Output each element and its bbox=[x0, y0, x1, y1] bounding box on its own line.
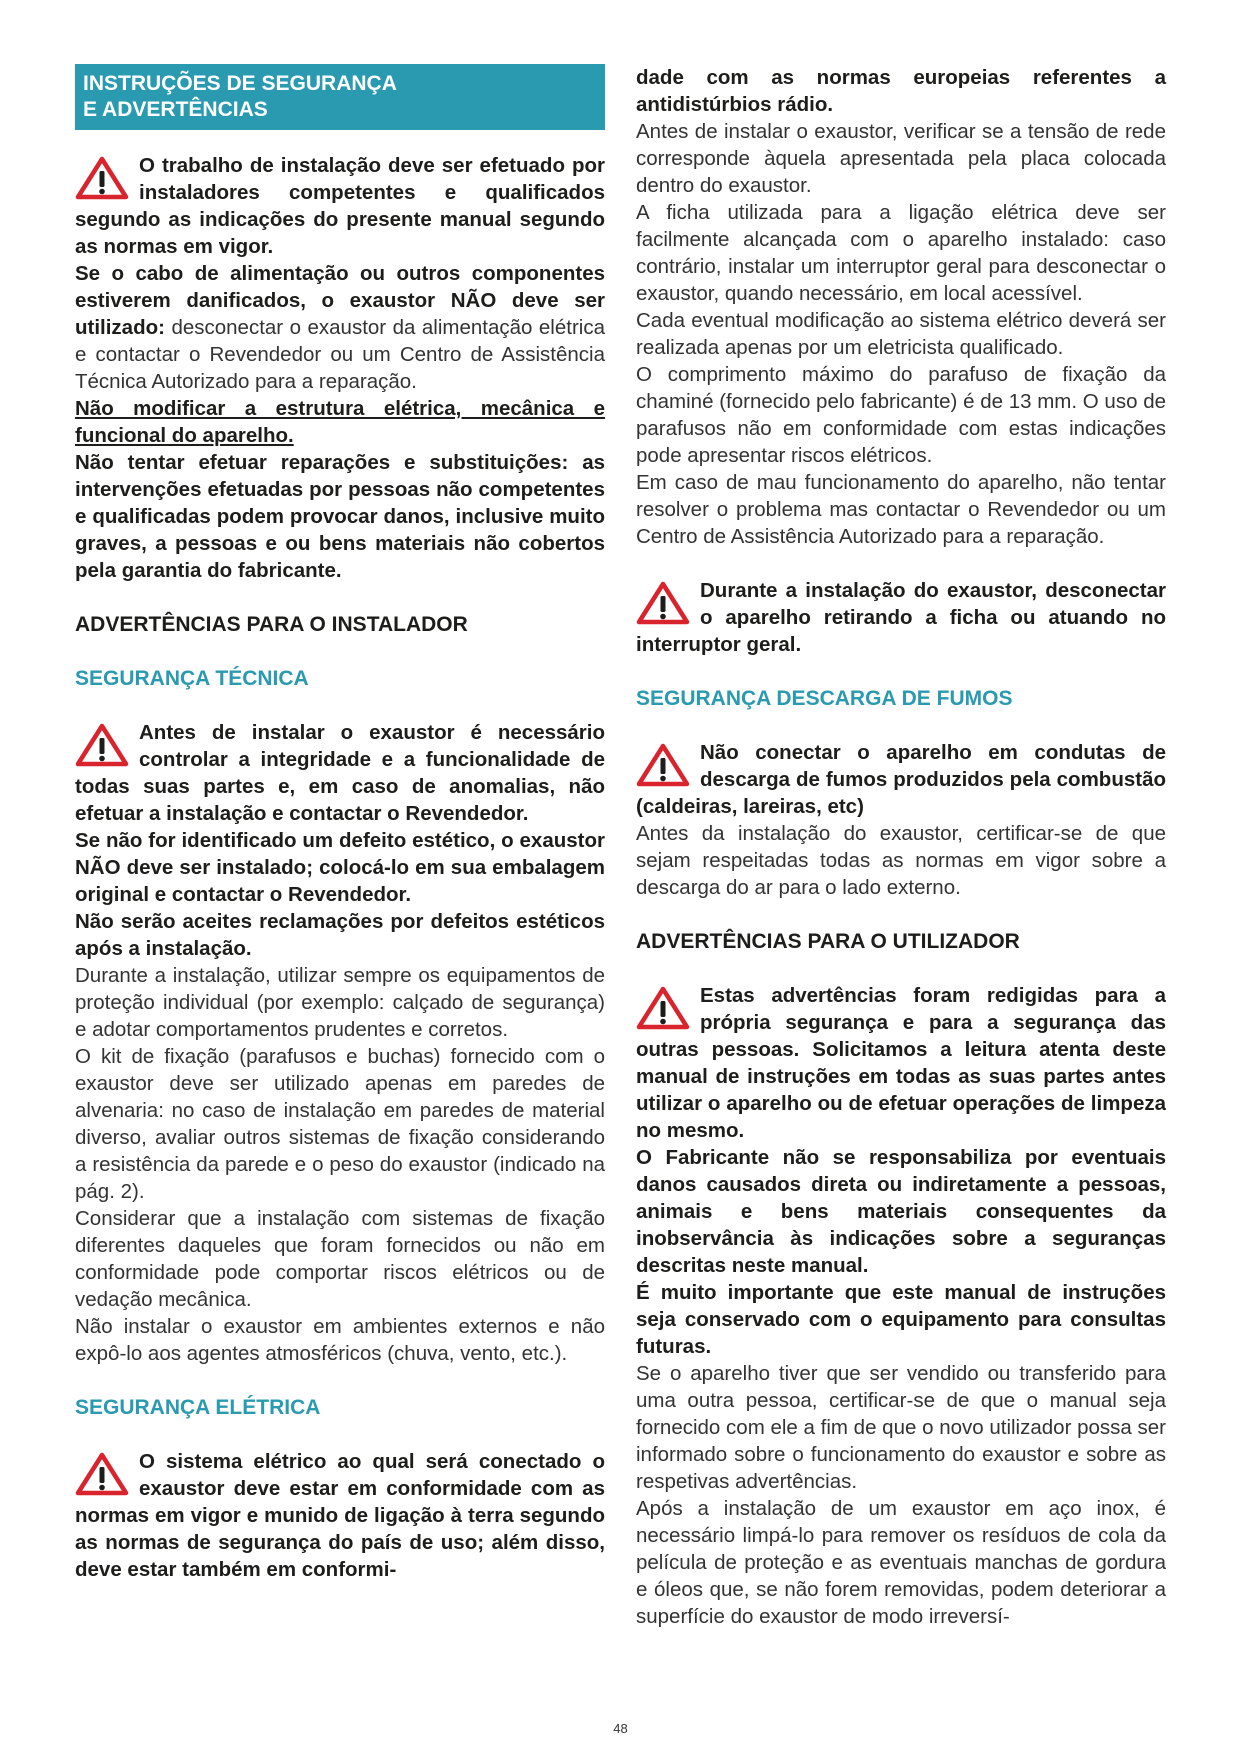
paragraph-no-outdoor: Não instalar o exaustor em ambientes externos e não expô-lo aos agentes atmosféricos (chuva, vento, etc.). bbox=[75, 1315, 605, 1365]
page-number: 48 bbox=[613, 1721, 628, 1736]
heading-user-warnings: ADVERTÊNCIAS PARA O UTILIZADOR bbox=[636, 930, 1020, 953]
warning-block-installers bbox=[75, 152, 605, 260]
paragraph-keep-manual: É muito importante que este manual de instruções seja conservado com o equipamento para consultas futuras. bbox=[636, 1281, 1166, 1358]
paragraph-plug-access: A ficha utilizada para a ligação elétrica deve ser facilmente alcançada com o aparelho instalado: caso contrário, instalar um interruptor geral para desconectar o exaustor, quando necessário, em local acessível. bbox=[636, 201, 1166, 305]
paragraph-voltage-check: Antes de instalar o exaustor, verificar se a tensão de rede corresponde àquela apresentada pela placa colocada dentro do exaustor. bbox=[636, 120, 1166, 197]
paragraph-aesthetic-defect: Se não for identificado um defeito estético, o exaustor NÃO deve ser instalado; colocá-lo em sua embalagem original e contactar o Revendedor. bbox=[75, 829, 605, 906]
paragraph-protective-equipment: Durante a instalação, utilizar sempre os equipamentos de proteção individual (por exemplo: calçado de segurança) e adotar comportamentos prudentes e corretos. bbox=[75, 964, 605, 1041]
paragraph-no-claims: Não serão aceites reclamações por defeitos estéticos após a instalação. bbox=[75, 910, 605, 960]
section-banner bbox=[75, 64, 605, 130]
warning-text: O sistema elétrico ao qual será conectado o exaustor deve estar em conformidade com as normas em vigor e munido de ligação à terra segundo as normas de segurança do país de uso; além disso, deve estar também em conformi- bbox=[75, 1450, 605, 1581]
banner-line-2: E ADVERTÊNCIAS bbox=[83, 98, 268, 121]
paragraph-manufacturer-liability: O Fabricante não se responsabiliza por eventuais danos causados direta ou indiretamente a pessoas, animais e bens materiais consequentes da inobservância às indicações sobre a seguranças descritas neste manual. bbox=[636, 1146, 1166, 1277]
warning-block-electrical bbox=[75, 1448, 605, 1583]
heading-electrical-safety: SEGURANÇA ELÉTRICA bbox=[75, 1396, 321, 1419]
paragraph-no-modify: Não modificar a estrutura elétrica, mecânica e funcional do aparelho. bbox=[75, 397, 605, 447]
right-column bbox=[636, 64, 1166, 1630]
warning-block-integrity bbox=[75, 719, 605, 827]
heading-installer-warnings: ADVERTÊNCIAS PARA O INSTALADOR bbox=[75, 613, 468, 636]
paragraph-bold-lead: Se o cabo de alimentação ou outros componentes estiverem danificados, o exaustor NÃO deve ser utilizado: bbox=[75, 262, 605, 339]
warning-text: Não conectar o aparelho em condutas de descarga de fumos produzidos pela combustão (caldeiras, lareiras, etc) bbox=[636, 741, 1166, 818]
warning-block-fumes bbox=[636, 739, 1166, 820]
paragraph-stainless-cleaning: Após a instalação de um exaustor em aço inox, é necessário limpá-lo para remover os resíduos de cola da película de proteção e as eventuais manchas de gordura e óleos que, se não forem removidas, podem deteriorar a superfície do exaustor de modo irreversí- bbox=[636, 1497, 1166, 1628]
heading-technical-safety: SEGURANÇA TÉCNICA bbox=[75, 667, 309, 690]
paragraph-no-repairs: Não tentar efetuar reparações e substituições: as intervenções efetuadas por pessoas não competentes e qualificadas podem provocar danos, inclusive muito graves, a pessoas e ou bens materiais não cobertos pela garantia do fabricante. bbox=[75, 451, 605, 582]
warning-triangle-icon bbox=[636, 986, 690, 1030]
paragraph-screw-length: O comprimento máximo do parafuso de fixação da chaminé (fornecido pelo fabricante) é de 13 mm. O uso de parafusos não em conformidade com estas indicações pode apresentar riscos elétricos. bbox=[636, 363, 1166, 467]
warning-block-user bbox=[636, 982, 1166, 1144]
left-column bbox=[75, 64, 605, 1583]
warning-text: Antes de instalar o exaustor é necessário controlar a integridade e a funcionalidade de todas suas partes e, em caso de anomalias, não efetuar a instalação e contactar o Revendedor. bbox=[75, 721, 605, 825]
paragraph-fixing-kit: O kit de fixação (parafusos e buchas) fornecido com o exaustor deve ser utilizado apenas em paredes de alvenaria: no caso de instalação em paredes de material diverso, avaliar outros sistemas de fixação considerando a resistência da parede e o peso do exaustor (indicado na pág. 2). bbox=[75, 1045, 605, 1203]
paragraph-damaged-cable bbox=[75, 260, 605, 395]
warning-triangle-icon bbox=[636, 581, 690, 625]
warning-triangle-icon bbox=[75, 1452, 129, 1496]
paragraph-air-discharge: Antes da instalação do exaustor, certificar-se de que sejam respeitadas todas as normas em vigor sobre a descarga do ar para o lado externo. bbox=[636, 822, 1166, 899]
warning-text: O trabalho de instalação deve ser efetuado por instaladores competentes e qualificados segundo as indicações do presente manual segundo as normas em vigor. bbox=[75, 154, 605, 258]
paragraph-radio-interference: dade com as normas europeias referentes a antidistúrbios rádio. bbox=[636, 66, 1166, 116]
paragraph-other-fixings: Considerar que a instalação com sistemas de fixação diferentes daqueles que foram fornecidos ou não em conformidade pode comportar riscos elétricos ou de vedação mecânica. bbox=[75, 1207, 605, 1311]
warning-text: Estas advertências foram redigidas para a própria segurança e para a segurança das outras pessoas. Solicitamos a leitura atenta deste manual de instruções em todas as suas partes antes utilizar o aparelho ou de efetuar operações de limpeza no mesmo. bbox=[636, 984, 1166, 1142]
warning-text: Durante a instalação do exaustor, desconectar o aparelho retirando a ficha ou atuando no interruptor geral. bbox=[636, 579, 1166, 656]
banner-line-1: INSTRUÇÕES DE SEGURANÇA bbox=[83, 72, 397, 95]
paragraph-electrician: Cada eventual modificação ao sistema elétrico deverá ser realizada apenas por um eletricista qualificado. bbox=[636, 309, 1166, 359]
warning-triangle-icon bbox=[75, 723, 129, 767]
warning-triangle-icon bbox=[75, 156, 129, 200]
warning-block-disconnect bbox=[636, 577, 1166, 658]
warning-triangle-icon bbox=[636, 743, 690, 787]
paragraph-rest: desconectar o exaustor da alimentação elétrica e contactar o Revendedor ou um Centro de Assistência Técnica Autorizado para a reparação. bbox=[75, 316, 605, 393]
paragraph-transfer: Se o aparelho tiver que ser vendido ou transferido para uma outra pessoa, certificar-se de que o manual seja fornecido com ele a fim de que o novo utilizador possa ser informado sobre o funcionamento do exaustor e sobre as respetivas advertências. bbox=[636, 1362, 1166, 1493]
paragraph-malfunction: Em caso de mau funcionamento do aparelho, não tentar resolver o problema mas contactar o Revendedor ou um Centro de Assistência Autorizado para a reparação. bbox=[636, 471, 1166, 548]
heading-fumes-safety: SEGURANÇA DESCARGA DE FUMOS bbox=[636, 687, 1013, 710]
